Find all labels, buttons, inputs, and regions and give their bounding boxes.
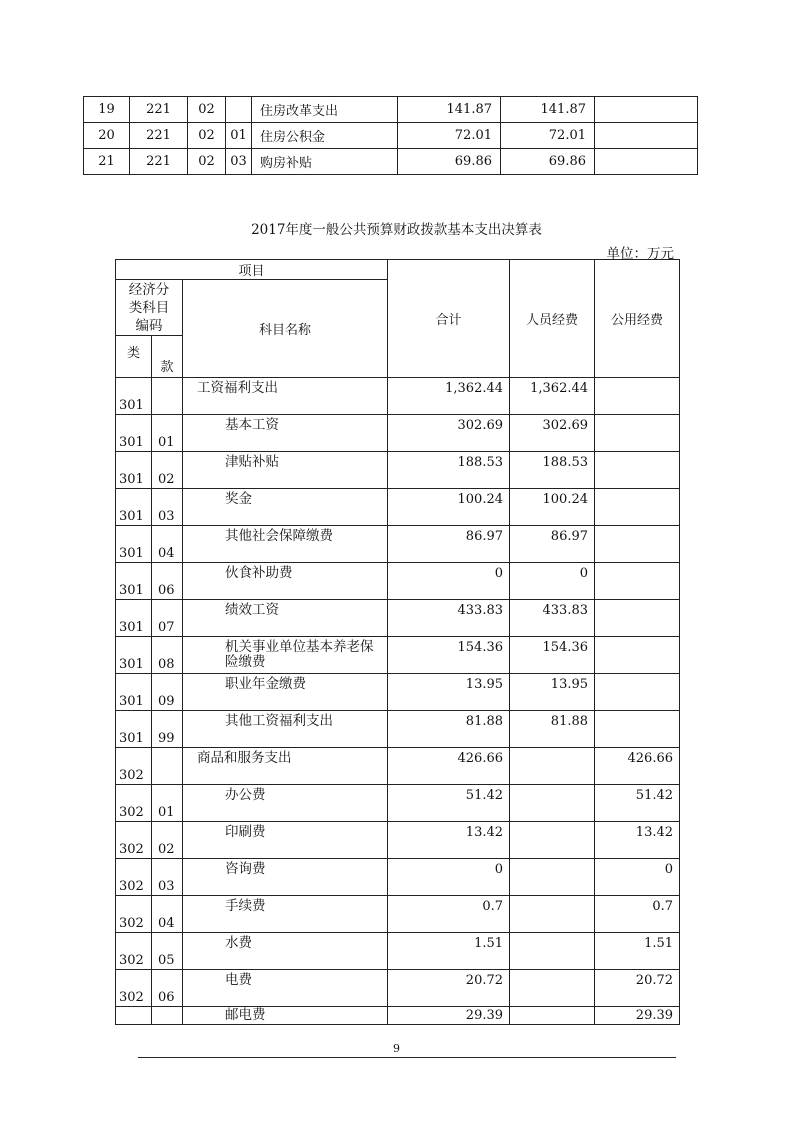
subject-name: 机关事业单位基本养老保险缴费: [183, 636, 388, 673]
lei-code: 301: [116, 525, 152, 562]
personnel-value: 433.83: [510, 599, 595, 636]
lei-code: 301: [116, 414, 152, 451]
table-row: [116, 858, 680, 895]
basic-value: 141.87: [501, 97, 595, 123]
header-item: 项目: [116, 260, 388, 280]
row-number: 20: [84, 123, 130, 149]
public-value: [595, 673, 680, 710]
personnel-value: [510, 747, 595, 784]
kuan-code: [152, 377, 183, 414]
total-value: 0: [388, 562, 510, 599]
kuan-code: [152, 747, 183, 784]
public-value: 426.66: [595, 747, 680, 784]
public-value: [595, 414, 680, 451]
public-value: 29.39: [595, 1006, 680, 1024]
public-value: [595, 451, 680, 488]
table-row: [116, 673, 680, 710]
lei-code: 301: [116, 377, 152, 414]
project-value: [595, 97, 698, 123]
kuan-code: 04: [152, 895, 183, 932]
personnel-value: [510, 1006, 595, 1024]
subject-name: 绩效工资: [183, 599, 388, 636]
kuan-code: 02: [188, 149, 226, 175]
public-value: 20.72: [595, 969, 680, 1006]
kuan-code: 01: [152, 414, 183, 451]
public-value: [595, 562, 680, 599]
lei-code: 301: [116, 599, 152, 636]
personnel-value: 100.24: [510, 488, 595, 525]
kuan-code: 02: [188, 123, 226, 149]
lei-code: 301: [116, 488, 152, 525]
table-row: [116, 377, 680, 414]
kuan-code: 99: [152, 710, 183, 747]
table-row: [116, 784, 680, 821]
total-value: 188.53: [388, 451, 510, 488]
total-value: 86.97: [388, 525, 510, 562]
xiang-code: 01: [226, 123, 252, 149]
total-value: 426.66: [388, 747, 510, 784]
lei-code: 301: [116, 673, 152, 710]
previous-table-continuation: [83, 96, 698, 175]
table-row: [116, 747, 680, 784]
total-value: 0.7: [388, 895, 510, 932]
total-value: 51.42: [388, 784, 510, 821]
lei-code: 221: [130, 123, 188, 149]
personnel-value: [510, 821, 595, 858]
subject-name: 手续费: [183, 895, 388, 932]
previous-table-body: [84, 97, 698, 175]
page-number: 9: [393, 1042, 400, 1055]
personnel-value: 81.88: [510, 710, 595, 747]
total-value: 20.72: [388, 969, 510, 1006]
lei-code: 302: [116, 932, 152, 969]
kuan-code: 03: [152, 488, 183, 525]
kuan-code: 09: [152, 673, 183, 710]
subject-name: 咨询费: [183, 858, 388, 895]
total-value: 100.24: [388, 488, 510, 525]
table-row: [116, 932, 680, 969]
total-value: 302.69: [388, 414, 510, 451]
table-title: 2017年度一般公共预算财政拨款基本支出决算表: [251, 222, 542, 238]
subject-name: 邮电费: [183, 1006, 388, 1024]
basic-expenditure-table: [115, 259, 680, 1025]
subject-name: 工资福利支出: [183, 377, 388, 414]
table-row: [116, 525, 680, 562]
basic-value: 69.86: [501, 149, 595, 175]
total-value: 141.87: [398, 97, 501, 123]
public-value: [595, 599, 680, 636]
lei-code: 302: [116, 895, 152, 932]
personnel-value: [510, 969, 595, 1006]
row-number: 21: [84, 149, 130, 175]
personnel-value: 0: [510, 562, 595, 599]
kuan-code: 01: [152, 784, 183, 821]
row-number: 19: [84, 97, 130, 123]
kuan-code: 02: [152, 451, 183, 488]
kuan-code: 03: [152, 858, 183, 895]
lei-code: 302: [116, 747, 152, 784]
table-row: [116, 710, 680, 747]
project-value: [595, 149, 698, 175]
personnel-value: 13.95: [510, 673, 595, 710]
subject-name: 住房改革支出: [252, 97, 398, 123]
subject-name: 商品和服务支出: [183, 747, 388, 784]
prev-table-row: [84, 97, 698, 123]
subject-name: 其他工资福利支出: [183, 710, 388, 747]
footer-rule: [138, 1057, 676, 1058]
xiang-code: [226, 97, 252, 123]
subject-name: 水费: [183, 932, 388, 969]
lei-code: 301: [116, 710, 152, 747]
lei-code: 301: [116, 451, 152, 488]
lei-code: 301: [116, 636, 152, 673]
personnel-value: [510, 858, 595, 895]
personnel-value: 154.36: [510, 636, 595, 673]
total-value: 1.51: [388, 932, 510, 969]
prev-table-row: [84, 149, 698, 175]
header-lei: 类: [116, 336, 152, 378]
table-row: [116, 599, 680, 636]
header-total: 合计: [388, 260, 510, 378]
table-row: [116, 821, 680, 858]
public-value: 51.42: [595, 784, 680, 821]
public-value: 0.7: [595, 895, 680, 932]
total-value: 1,362.44: [388, 377, 510, 414]
table-row: [116, 636, 680, 673]
personnel-value: [510, 784, 595, 821]
subject-name: 伙食补助费: [183, 562, 388, 599]
project-value: [595, 123, 698, 149]
kuan-code: 06: [152, 562, 183, 599]
total-value: 154.36: [388, 636, 510, 673]
kuan-code: 05: [152, 932, 183, 969]
kuan-code: 08: [152, 636, 183, 673]
kuan-code: 06: [152, 969, 183, 1006]
kuan-code: 02: [188, 97, 226, 123]
lei-code: 302: [116, 821, 152, 858]
basic-expenditure-body: [116, 260, 680, 1025]
lei-code: 221: [130, 97, 188, 123]
public-value: [595, 488, 680, 525]
table-row: [116, 895, 680, 932]
header-public: 公用经费: [595, 260, 680, 378]
subject-name: 津贴补贴: [183, 451, 388, 488]
public-value: [595, 710, 680, 747]
public-value: [595, 377, 680, 414]
kuan-code: 02: [152, 821, 183, 858]
personnel-value: 302.69: [510, 414, 595, 451]
header-subject-name: 科目名称: [183, 280, 388, 378]
subject-name: 其他社会保障缴费: [183, 525, 388, 562]
public-value: 13.42: [595, 821, 680, 858]
total-value: 13.95: [388, 673, 510, 710]
subject-name: 基本工资: [183, 414, 388, 451]
table-row: [116, 1006, 680, 1024]
unit-label: 单位：万元: [606, 246, 674, 262]
xiang-code: 03: [226, 149, 252, 175]
lei-code: 302: [116, 784, 152, 821]
kuan-code: 04: [152, 525, 183, 562]
total-value: 81.88: [388, 710, 510, 747]
table-row: [116, 414, 680, 451]
header-kuan: 款: [152, 356, 183, 378]
kuan-code: 07: [152, 599, 183, 636]
public-value: [595, 525, 680, 562]
personnel-value: [510, 895, 595, 932]
subject-name: 奖金: [183, 488, 388, 525]
personnel-value: 86.97: [510, 525, 595, 562]
total-value: 29.39: [388, 1006, 510, 1024]
lei-code: 302: [116, 858, 152, 895]
subject-name: 住房公积金: [252, 123, 398, 149]
basic-value: 72.01: [501, 123, 595, 149]
subject-name: 购房补贴: [252, 149, 398, 175]
table-row: [116, 969, 680, 1006]
table-row: [116, 451, 680, 488]
lei-code: 302: [116, 969, 152, 1006]
total-value: 72.01: [398, 123, 501, 149]
subject-name: 办公费: [183, 784, 388, 821]
public-value: [595, 636, 680, 673]
table-row: [116, 488, 680, 525]
header-kuan-spacer: [152, 336, 183, 356]
total-value: 0: [388, 858, 510, 895]
lei-code: 221: [130, 149, 188, 175]
public-value: 1.51: [595, 932, 680, 969]
personnel-value: 1,362.44: [510, 377, 595, 414]
lei-code: [116, 1006, 152, 1024]
total-value: 433.83: [388, 599, 510, 636]
public-value: 0: [595, 858, 680, 895]
subject-name: 印刷费: [183, 821, 388, 858]
personnel-value: 188.53: [510, 451, 595, 488]
subject-name: 职业年金缴费: [183, 673, 388, 710]
lei-code: 301: [116, 562, 152, 599]
header-econ-code: 经济分类科目编码: [116, 280, 183, 336]
subject-name: 电费: [183, 969, 388, 1006]
prev-table-row: [84, 123, 698, 149]
total-value: 13.42: [388, 821, 510, 858]
header-personnel: 人员经费: [510, 260, 595, 378]
personnel-value: [510, 932, 595, 969]
kuan-code: [152, 1006, 183, 1024]
total-value: 69.86: [398, 149, 501, 175]
table-row: [116, 562, 680, 599]
